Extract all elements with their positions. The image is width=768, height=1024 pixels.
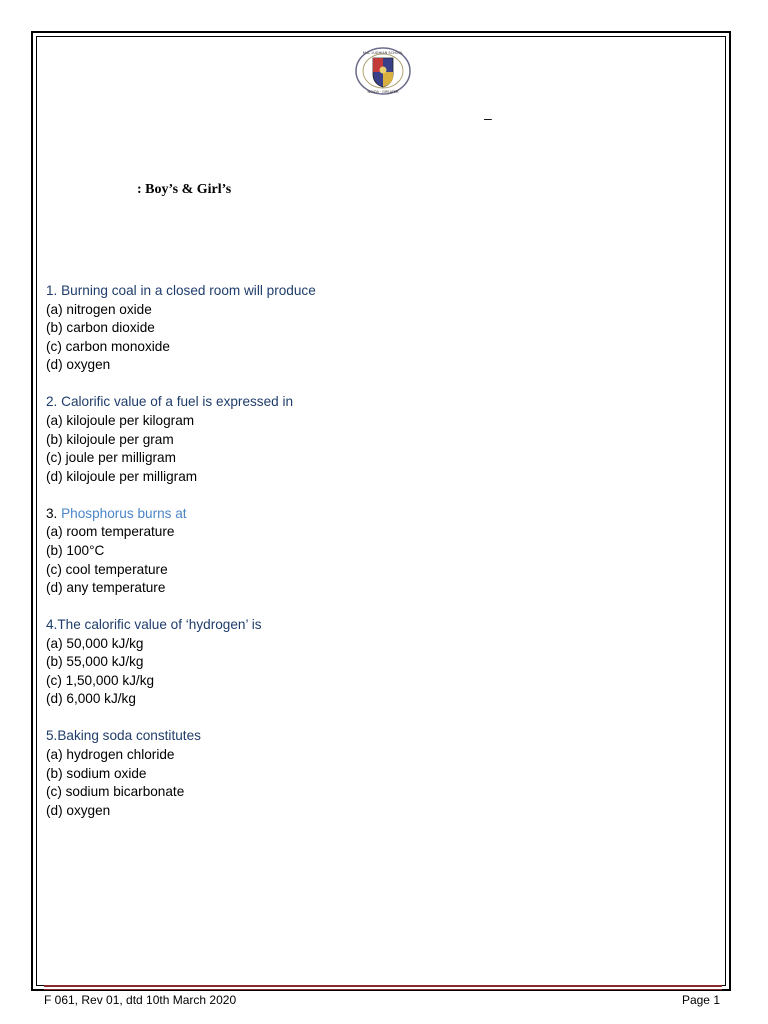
footer-divider	[44, 985, 722, 987]
option-b: (b) 100°C	[46, 542, 105, 558]
option-b: (b) sodium oxide	[46, 765, 147, 781]
question-2	[46, 393, 706, 486]
option-a: (a) room temperature	[46, 524, 175, 540]
question-4	[46, 616, 706, 709]
school-crest-icon	[354, 46, 412, 96]
option-a: (a) kilojoule per kilogram	[46, 412, 195, 428]
option-c: (c) joule per milligram	[46, 450, 176, 466]
svg-text:M.A. LUDHIAN SCHOOL: M.A. LUDHIAN SCHOOL	[362, 51, 404, 55]
question-3	[46, 505, 706, 598]
option-a: (a) 50,000 kJ/kg	[46, 635, 144, 651]
option-d: (d) any temperature	[46, 580, 166, 596]
question-number: 1.	[46, 283, 58, 298]
option-c: (c) cool temperature	[46, 561, 168, 577]
question-text: Burning coal in a closed room will produce	[57, 283, 316, 298]
option-c: (c) 1,50,000 kJ/kg	[46, 672, 155, 688]
form-reference: F 061, Rev 01, dtd 10th March 2020	[44, 993, 237, 1007]
option-a: (a) nitrogen oxide	[46, 301, 152, 317]
question-text: Baking soda constitutes	[57, 728, 201, 744]
category-label: : Boy’s & Girl’s	[137, 182, 232, 197]
question-5	[46, 727, 706, 820]
question-number: 5.	[46, 728, 58, 744]
option-d: (d) oxygen	[46, 802, 111, 818]
option-c: (c) sodium bicarbonate	[46, 784, 185, 800]
question-text: The calorific value of ‘hydrogen’ is	[57, 617, 262, 633]
question-text: Phosphorus burns at	[57, 505, 187, 521]
svg-text:NOIDA · GREATER: NOIDA · GREATER	[367, 90, 399, 94]
footer-divider-thin	[44, 989, 722, 990]
option-c: (c) carbon monoxide	[46, 338, 170, 354]
question-1	[46, 282, 706, 375]
option-b: (b) 55,000 kJ/kg	[46, 654, 144, 670]
question-stem	[46, 282, 706, 301]
question-number: 4.	[46, 617, 58, 633]
question-number: 3.	[46, 505, 58, 521]
question-list	[46, 282, 706, 839]
question-number: 2.	[46, 394, 58, 410]
question-stem	[46, 727, 706, 746]
question-text: Calorific value of a fuel is expressed in	[57, 394, 294, 410]
question-stem	[46, 616, 706, 635]
page-number: Page 1	[681, 993, 720, 1007]
option-d: (d) kilojoule per milligram	[46, 468, 198, 484]
option-b: (b) carbon dioxide	[46, 320, 155, 336]
question-stem	[46, 505, 706, 524]
option-b: (b) kilojoule per gram	[46, 431, 174, 447]
option-d: (d) 6,000 kJ/kg	[46, 691, 136, 707]
option-a: (a) hydrogen chloride	[46, 747, 175, 763]
option-d: (d) oxygen	[46, 357, 111, 373]
title-placeholder-dash: –	[484, 110, 492, 126]
question-stem	[46, 393, 706, 412]
